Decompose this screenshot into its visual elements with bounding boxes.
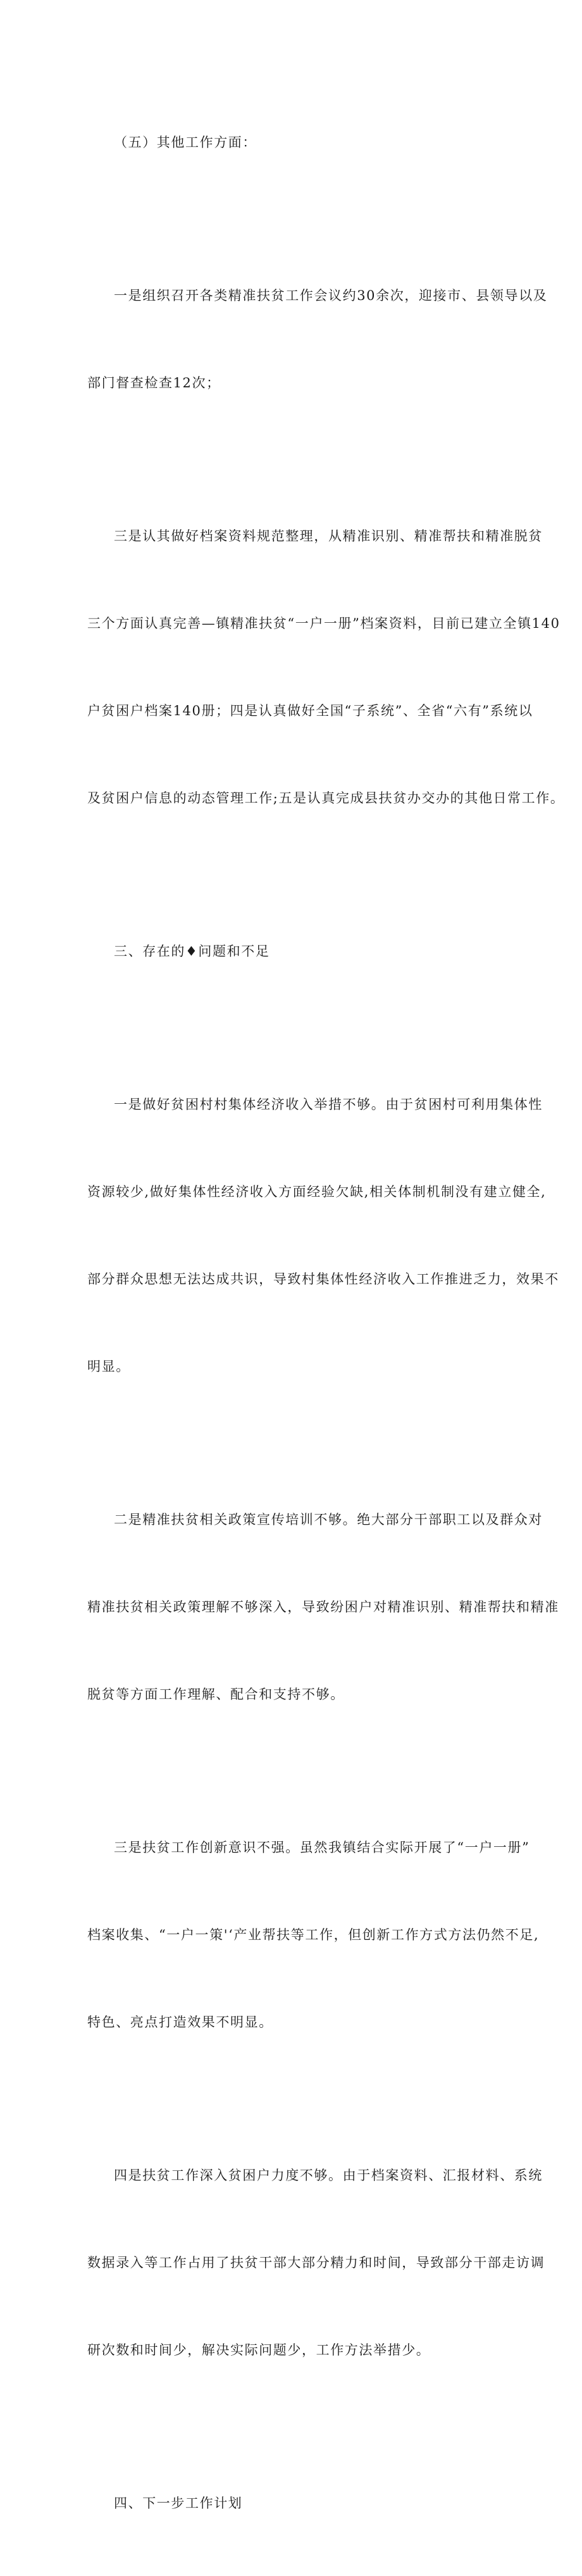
text-line: 二是精准扶贫相关政策宣传培训不够。绝大部分干部职工以及群众对 (114, 1512, 543, 1527)
text-line: 四、下一步工作计划 (114, 2496, 243, 2511)
paragraph-problem-1 (87, 1032, 559, 1439)
text-line: 及贫困户信息的动态管理工作;五是认真完成县扶贫办交办的其他日常工作。 (87, 791, 565, 806)
text-line: 四是扶贫工作深入贫困户力度不够。由于档案资料、汇报材料、系统 (114, 2168, 543, 2183)
paragraph-item-3 (87, 463, 565, 871)
text-line: 三是扶贫工作创新意识不强。虽然我镇结合实际开展了“一户一册” (114, 1840, 530, 1855)
paragraph-item-1 (87, 223, 548, 456)
text-line: 特色、亮点打造效果不明显。 (87, 2015, 273, 2030)
section-heading-problems (87, 878, 519, 1024)
text-line: 研次数和时间少，解决实际问题少，工作方法举措少。 (87, 2342, 431, 2358)
text-line: 数据录入等工作占用了扶贫干部大部分精力和时间，导致部分干部走访调 (87, 2255, 545, 2270)
text-line: 脱贫等方面工作理解、配合和支持不够。 (87, 1687, 345, 1702)
paragraph-problem-3 (87, 1775, 540, 2095)
text-line: 部分群众思想无法达成共识，导致村集体性经济收入工作推进乏力，效果不 (87, 1272, 559, 1287)
text-line: 三个方面认真完善—镇精准扶贫“一户一册”档案资料，目前已建立全镇140 (87, 616, 560, 631)
paragraph-problem-4 (87, 2103, 545, 2423)
text-line: 部门督查检查12次； (87, 375, 221, 391)
text-line: （五）其他工作方面： (114, 135, 257, 150)
text-line: 资源较少,做好集体性经济收入方面经验欠缺,相关体制机制没有建立健全, (87, 1184, 547, 1199)
text-line: 一是组织召开各类精准扶贫工作会议约30余次，迎接市、县领导以及 (114, 288, 548, 303)
text-line: 精准扶贫相关政策理解不够深入，导致纷困户对精准识别、精准帮扶和精准 (87, 1599, 559, 1615)
paragraph-problem-2 (87, 1447, 559, 1767)
section-heading-other-work (87, 70, 519, 215)
text-line: 三是认其做好档案资料规范整理，从精准识别、精准帮扶和精准脱贫 (114, 528, 543, 544)
text-line: 户贫困户档案140册；四是认真做好全国“子系统”、全省“六有”系统以 (87, 703, 533, 718)
text-line: 一是做好贫困村村集体经济收入举措不够。由于贫困村可利用集体性 (114, 1097, 543, 1112)
text-line: 三、存在的♦问题和不足 (114, 944, 270, 959)
section-heading-next-steps (87, 2430, 519, 2576)
text-line: 明显。 (87, 1359, 130, 1374)
text-line: 档案收集、“一户一策'‘产业帮扶等工作，但创新工作方式方法仍然不足, (87, 1927, 540, 1942)
